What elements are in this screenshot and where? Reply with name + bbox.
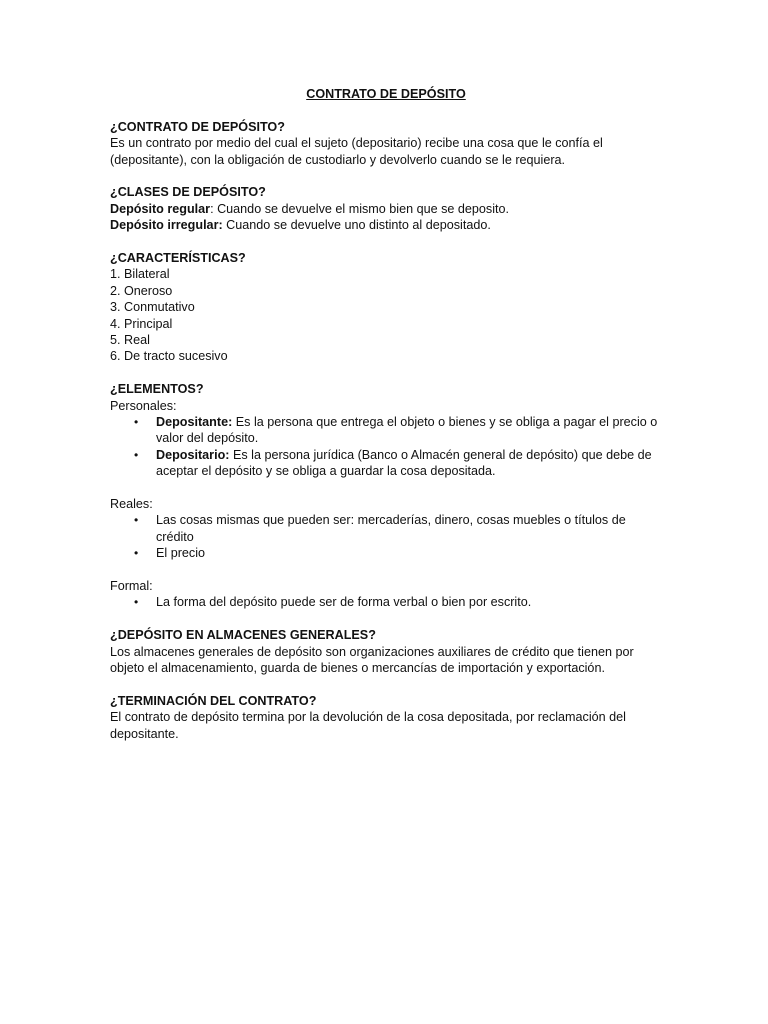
bullet-icon: •	[134, 595, 139, 610]
section-elementos	[110, 381, 662, 611]
section-heading-definicion: ¿CONTRATO DE DEPÓSITO?	[110, 119, 285, 134]
list-item: 1. Bilateral	[110, 267, 170, 282]
list-item	[110, 512, 662, 545]
bullet-list-reales	[110, 512, 662, 561]
section-heading-caracteristicas: ¿CARACTERÍSTICAS?	[110, 251, 246, 265]
bullet-icon: •	[134, 415, 139, 430]
elementos-reales	[110, 496, 662, 562]
clase-term-irregular: Depósito irregular:	[110, 218, 223, 233]
group-label-reales: Reales:	[110, 497, 153, 512]
section-terminacion	[110, 693, 662, 742]
list-item	[110, 545, 662, 561]
item-term: Depositario:	[156, 447, 230, 462]
group-label-formal: Formal:	[110, 579, 153, 594]
bullet-icon: •	[134, 447, 139, 462]
clase-text-regular: Cuando se devuelve el mismo bien que se deposito.	[213, 201, 510, 216]
elementos-personales	[110, 398, 662, 480]
bullet-icon: •	[134, 546, 139, 561]
list-item: 2. Oneroso	[110, 283, 173, 298]
item-text: Es la persona jurídica (Banco o Almacén general de depósito) que debe de aceptar el depósito y se obliga a guardar la cosa depositada.	[156, 447, 652, 479]
item-text: Es la persona que entrega el objeto o bienes y se obliga a pagar el precio o valor del depósito.	[156, 415, 658, 446]
bullet-icon: •	[134, 513, 139, 528]
section-definicion	[110, 119, 662, 168]
section-almacenes	[110, 627, 662, 676]
clase-item-irregular	[110, 217, 662, 233]
section-caracteristicas	[110, 250, 662, 365]
section-text-definicion: Es un contrato por medio del cual el sujeto (depositario) recibe una cosa que le confía el (depositante), con la obligación de custodiarlo y devolverlo cuando se le requiera.	[110, 136, 603, 167]
list-item: 4. Principal	[110, 316, 173, 331]
caracteristicas-list	[110, 266, 662, 364]
section-heading-clases: ¿CLASES DE DEPÓSITO?	[110, 185, 266, 200]
section-heading-terminacion: ¿TERMINACIÓN DEL CONTRATO?	[110, 693, 317, 708]
section-clases	[110, 184, 662, 233]
list-item: 3. Conmutativo	[110, 300, 195, 315]
section-heading-almacenes: ¿DEPÓSITO EN ALMACENES GENERALES?	[110, 628, 376, 643]
list-item: 6. De tracto sucesivo	[110, 349, 228, 364]
list-item	[110, 447, 662, 480]
clase-text-irregular: Cuando se devuelve uno distinto al depositado.	[222, 218, 491, 233]
elementos-formal	[110, 578, 662, 611]
item-text: Las cosas mismas que pueden ser: mercaderías, dinero, cosas muebles o títulos de crédito	[156, 513, 626, 544]
clase-term-regular: Depósito regular	[110, 201, 211, 216]
list-item	[110, 594, 662, 610]
section-heading-elementos: ¿ELEMENTOS?	[110, 382, 204, 397]
section-text-almacenes: Los almacenes generales de depósito son organizaciones auxiliares de crédito que tienen por objeto el almacenamiento, guarda de bienes o mercancías de importación y exportación.	[110, 644, 634, 676]
section-text-terminacion: El contrato de depósito termina por la devolución de la cosa depositada, por reclamación del depositante.	[110, 710, 626, 741]
list-item: 5. Real	[110, 333, 150, 348]
bullet-list-formal	[110, 594, 662, 610]
document-body	[110, 86, 662, 742]
clase-sep-regular: :	[210, 201, 214, 216]
group-label-personales: Personales:	[110, 398, 177, 413]
item-text: La forma del depósito puede ser de forma verbal o bien por escrito.	[156, 595, 532, 610]
list-item	[110, 414, 662, 447]
clase-item-regular	[110, 201, 662, 217]
document-title: CONTRATO DE DEPÓSITO	[306, 87, 466, 101]
bullet-list-personales	[110, 414, 662, 480]
item-text: El precio	[156, 546, 205, 561]
item-term: Depositante:	[156, 415, 233, 430]
